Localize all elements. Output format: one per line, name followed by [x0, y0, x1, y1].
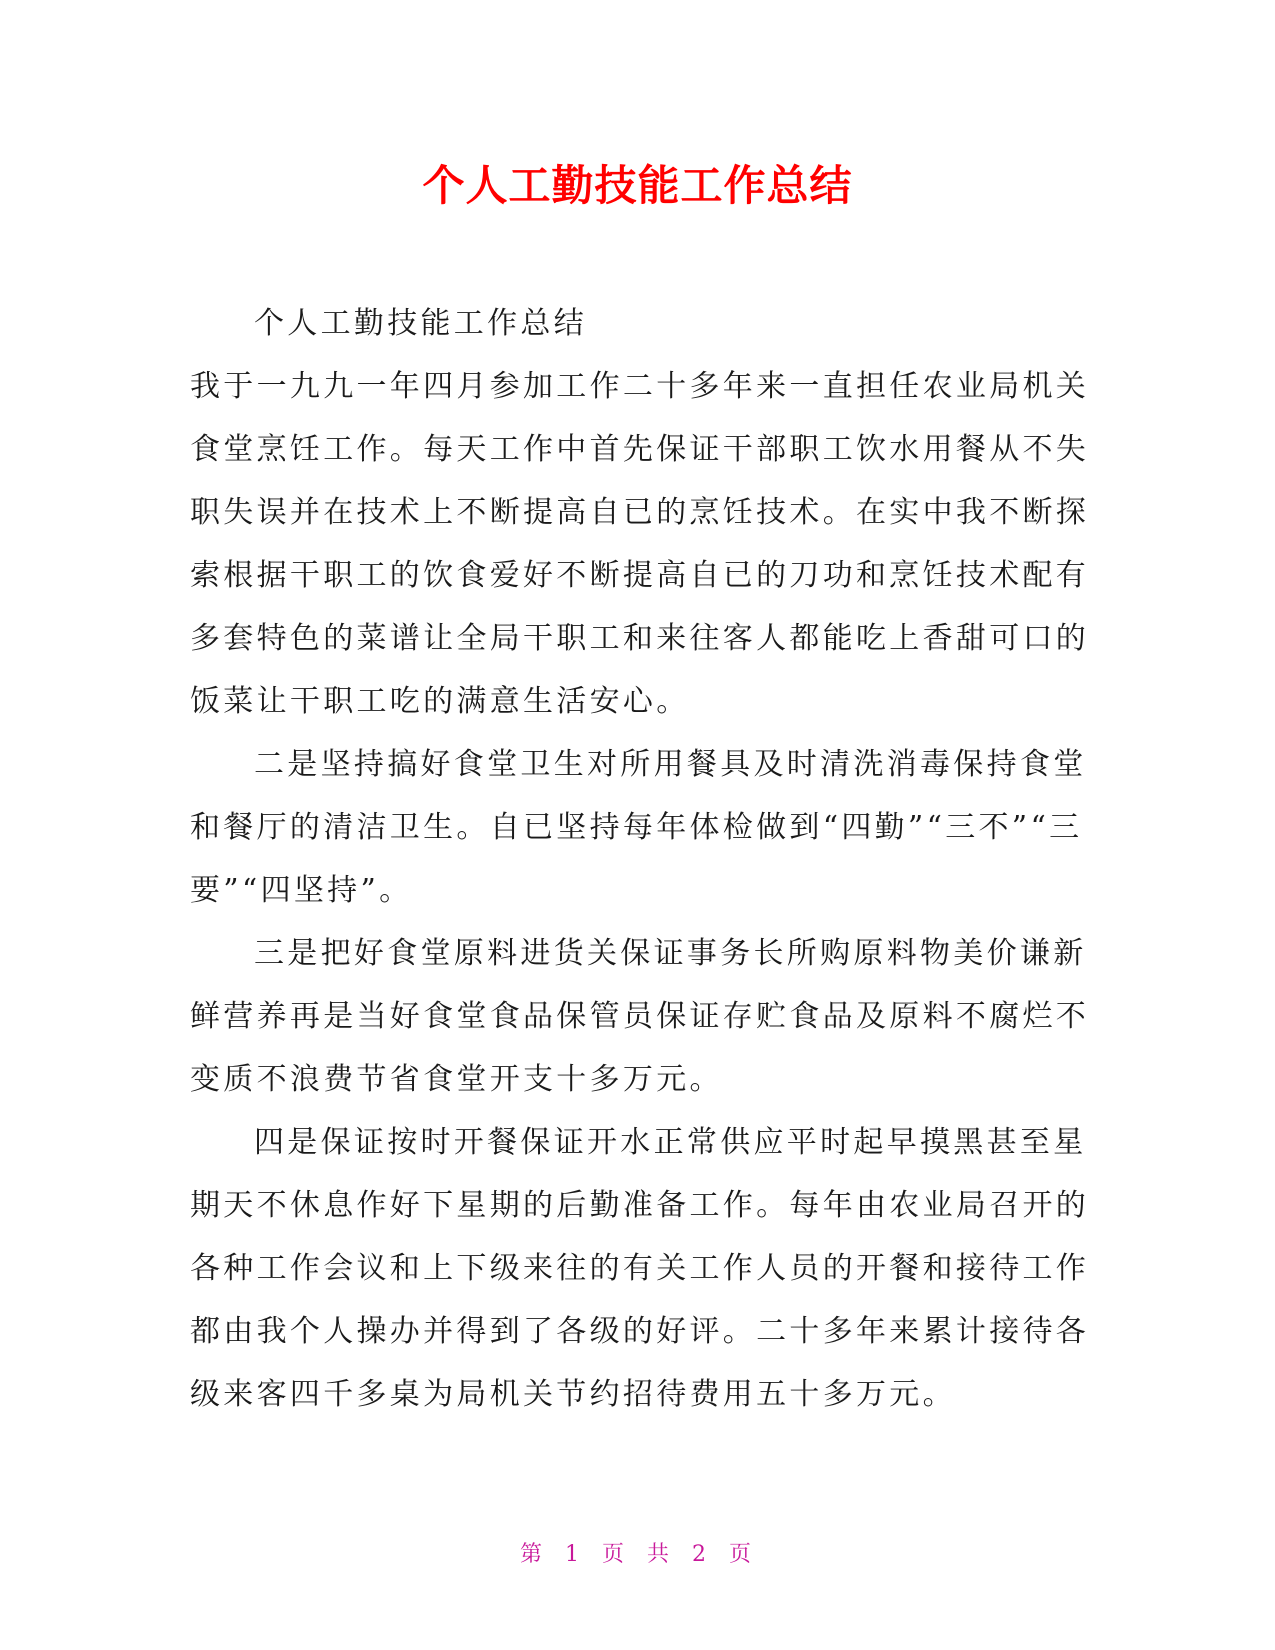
document-body [190, 292, 1090, 1426]
page-number-footer: 第 1 页 共 2 页 [520, 1542, 755, 1567]
paragraph-3: 三是把好食堂原料进货关保证事务长所购原料物美价谦新鲜营养再是当好食堂食品保管员保证存贮食品及原料不腐烂不变质不浪费节省食堂开支十多万元。 [190, 936, 1090, 1097]
paragraph-4: 四是保证按时开餐保证开水正常供应平时起早摸黑甚至星期天不休息作好下星期的后勤准备工作。每年由农业局召开的各种工作会议和上下级来往的有关工作人员的开餐和接待工作都由我个人操办并得到了各级的好评。二十多年来累计接待各级来客四千多桌为局机关节约招待费用五十多万元。 [190, 1125, 1090, 1412]
document-title: 个人工勤技能工作总结 [422, 161, 853, 210]
paragraph-1: 我于一九九一年四月参加工作二十多年来一直担任农业局机关食堂烹饪工作。每天工作中首先保证干部职工饮水用餐从不失职失误并在技术上不断提高自已的烹饪技术。在实中我不断探索根据干职工的饮食爱好不断提高自已的刀功和烹饪技术配有多套特色的菜谱让全局干职工和来往客人都能吃上香甜可口的饭菜让干职工吃的满意生活安心。 [190, 369, 1090, 719]
subtitle-paragraph: 个人工勤技能工作总结 [254, 306, 587, 341]
paragraph-2: 二是坚持搞好食堂卫生对所用餐具及时清洗消毒保持食堂和餐厅的清洁卫生。自已坚持每年体检做到“四勤”“三不”“三要”“四坚持”。 [190, 747, 1087, 908]
